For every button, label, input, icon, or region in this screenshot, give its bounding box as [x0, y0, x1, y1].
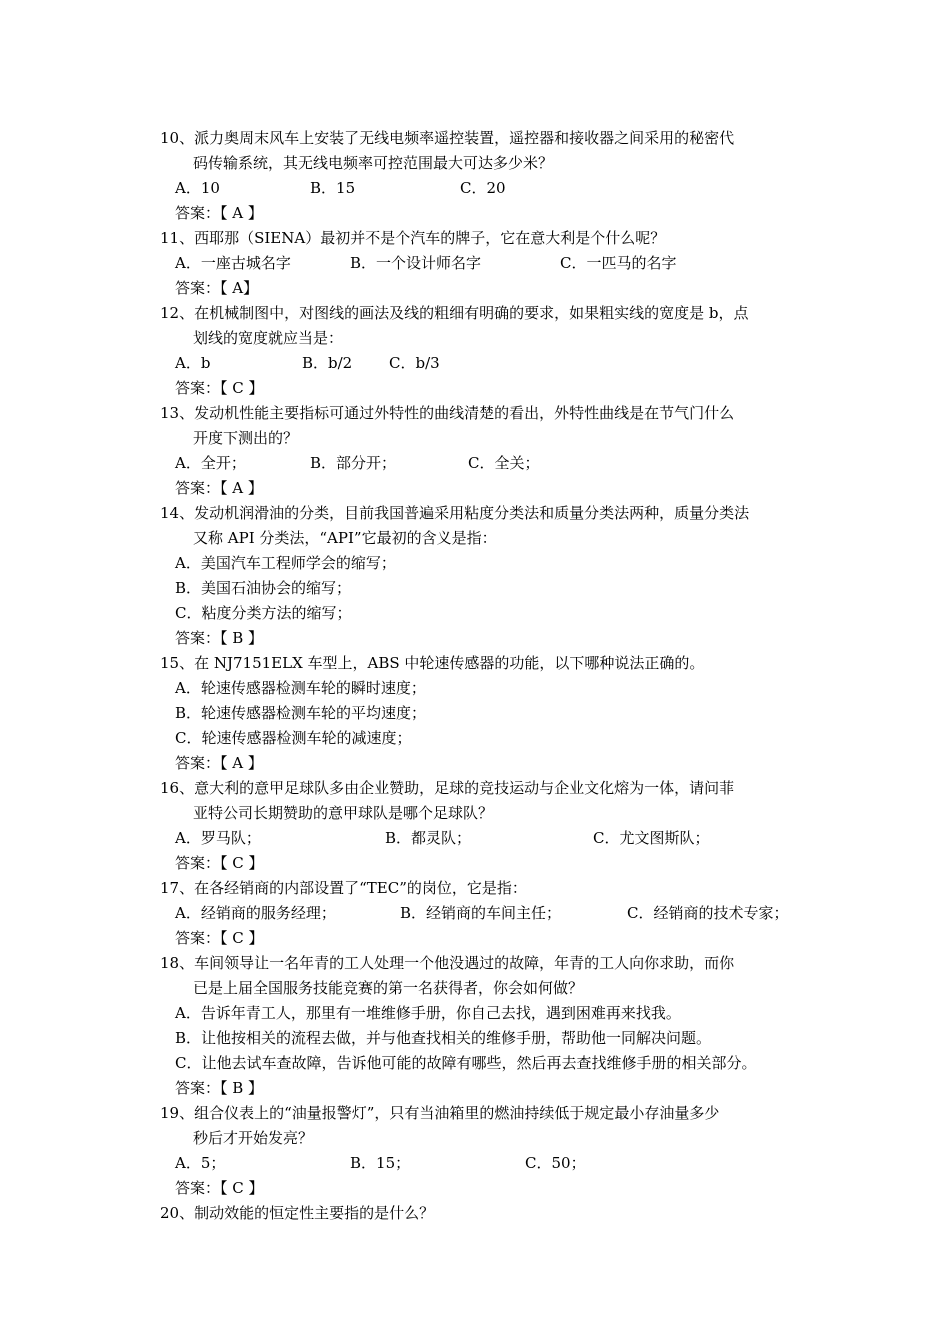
- question-15-option-b: B．轮速传感器检测车轮的平均速度；: [175, 704, 427, 722]
- question-18-answer: 答案：【 B 】: [175, 1079, 264, 1097]
- option-b: B．都灵队；: [385, 829, 472, 847]
- question-14-option-c: C．粘度分类方法的缩写；: [175, 604, 352, 622]
- option-a: A．b: [175, 354, 211, 372]
- question-19-line-2: 秒后才开始发亮？: [193, 1129, 314, 1147]
- question-18-option-b: B．让他按相关的流程去做，并与他查找相关的维修手册，帮助他一同解决问题。: [175, 1029, 712, 1047]
- question-10-answer: 答案：【 A 】: [175, 204, 263, 222]
- question-14-line-1: 14、发动机润滑油的分类，目前我国普遍采用粘度分类法和质量分类法两种，质量分类法: [160, 504, 750, 522]
- option-c: C．经销商的技术专家；: [627, 904, 789, 922]
- option-b: B．一个设计师名字: [350, 254, 482, 272]
- question-20-line-1: 20、制动效能的恒定性主要指的是什么？: [160, 1204, 435, 1222]
- question-14-option-b: B．美国石油协会的缩写；: [175, 579, 352, 597]
- question-13-answer: 答案：【 A 】: [175, 479, 263, 497]
- question-15-option-a: A．轮速传感器检测车轮的瞬时速度；: [175, 679, 426, 697]
- question-10-line-1: 10、派力奥周末风车上安装了无线电频率遥控装置，遥控器和接收器之间采用的秘密代: [160, 129, 735, 147]
- question-17-answer: 答案：【 C 】: [175, 929, 264, 947]
- option-c: C．20: [460, 179, 506, 197]
- option-b: B．b/2: [302, 354, 353, 372]
- question-14-line-2: 又称 API 分类法，“API”它最初的含义是指：: [193, 529, 497, 547]
- question-12-line-1: 12、在机械制图中，对图线的画法及线的粗细有明确的要求，如果粗实线的宽度是 b，点: [160, 304, 749, 322]
- question-12-line-2: 划线的宽度就应当是：: [193, 329, 344, 347]
- question-17-line-1: 17、在各经销商的内部设置了“TEC”的岗位，它是指：: [160, 879, 527, 897]
- question-18-line-1: 18、车间领导让一名年青的工人处理一个他没遇过的故障，年青的工人向你求助，而你: [160, 954, 735, 972]
- question-14-option-a: A．美国汽车工程师学会的缩写；: [175, 554, 396, 572]
- question-16-answer: 答案：【 C 】: [175, 854, 264, 872]
- option-c: C．50；: [525, 1154, 586, 1172]
- question-11-answer: 答案：【 A】: [175, 279, 259, 297]
- option-c: C．b/3: [389, 354, 440, 372]
- option-b: B．经销商的车间主任；: [400, 904, 562, 922]
- option-c: C．尤文图斯队；: [593, 829, 710, 847]
- question-19-answer: 答案：【 C 】: [175, 1179, 264, 1197]
- question-18-line-2: 已是上届全国服务技能竞赛的第一名获得者，你会如何做？: [193, 979, 584, 997]
- option-a: A．一座古城名字: [175, 254, 291, 272]
- question-18-option-c: C．让他去试车查故障，告诉他可能的故障有哪些，然后再去查找维修手册的相关部分。: [175, 1054, 757, 1072]
- question-15-answer: 答案：【 A 】: [175, 754, 263, 772]
- option-a: A．罗马队；: [175, 829, 261, 847]
- question-14-answer: 答案：【 B 】: [175, 629, 264, 647]
- question-13-line-2: 开度下测出的？: [193, 429, 299, 447]
- option-a: A．10: [175, 179, 220, 197]
- question-16-line-2: 亚特公司长期赞助的意甲球队是哪个足球队？: [193, 804, 494, 822]
- question-12-answer: 答案：【 C 】: [175, 379, 264, 397]
- option-b: B．15；: [350, 1154, 411, 1172]
- question-15-option-c: C．轮速传感器检测车轮的减速度；: [175, 729, 412, 747]
- question-18-option-a: A．告诉年青工人，那里有一堆维修手册，你自己去找，遇到困难再来找我。: [175, 1004, 681, 1022]
- option-b: B．15: [310, 179, 356, 197]
- option-a: A．全开；: [175, 454, 246, 472]
- question-13-line-1: 13、发动机性能主要指标可通过外特性的曲线清楚的看出，外特性曲线是在节气门什么: [160, 404, 735, 422]
- question-19-line-1: 19、组合仪表上的“油量报警灯”，只有当油箱里的燃油持续低于规定最小存油量多少: [160, 1104, 720, 1122]
- option-c: C．全关；: [468, 454, 540, 472]
- option-b: B．部分开；: [310, 454, 397, 472]
- option-a: A．经销商的服务经理；: [175, 904, 336, 922]
- question-10-line-2: 码传输系统，其无线电频率可控范围最大可达多少米？: [193, 154, 554, 172]
- question-11-line-1: 11、西耶那（SIENA）最初并不是个汽车的牌子，它在意大利是个什么呢？: [160, 229, 666, 247]
- option-c: C．一匹马的名字: [560, 254, 677, 272]
- question-15-line-1: 15、在 NJ7151ELX 车型上，ABS 中轮速传感器的功能，以下哪种说法正确的。: [160, 654, 705, 672]
- question-16-line-1: 16、意大利的意甲足球队多由企业赞助，足球的竞技运动与企业文化熔为一体，请问菲: [160, 779, 735, 797]
- option-a: A．5；: [175, 1154, 226, 1172]
